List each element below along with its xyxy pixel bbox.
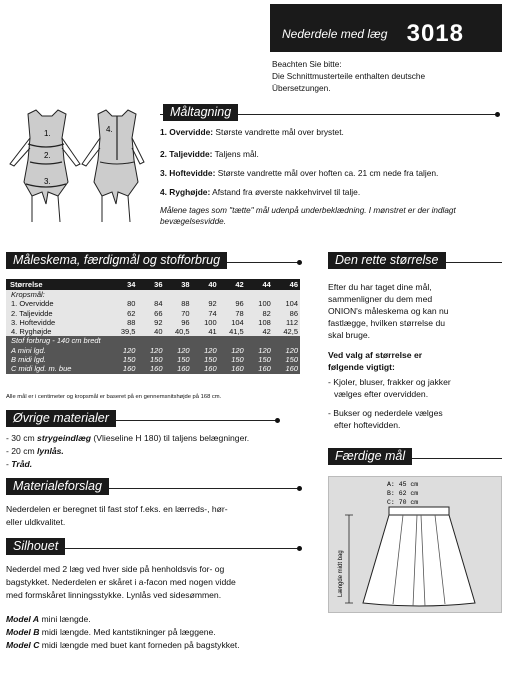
list-item: - 20 cm lynlås.	[6, 446, 64, 456]
figure-label-1: 1.	[44, 129, 51, 138]
finished-measure-c: C: 70 cm	[387, 499, 419, 506]
table-row: Kropsmål:	[6, 290, 300, 299]
pattern-title: Nederdele med læg	[282, 27, 388, 41]
list-item: Model B midi længde. Med kantstikninger på læggene.	[6, 627, 216, 637]
measure-note: Målene tages som "tætte" mål udenpå underbeklædning. I mønstret er der indlagt bevægelsesvidde.	[160, 206, 456, 226]
divider-dot	[297, 486, 302, 491]
table-row: 2. Taljevidde 62 66 70 74 78 82 86	[6, 309, 300, 318]
list-item: - Tråd.	[6, 459, 33, 469]
divider-dot	[297, 546, 302, 551]
table-row: A mini lgd. 120 120 120 120 120 120 120	[6, 346, 300, 355]
section-heading-materials: Øvrige materialer	[6, 410, 116, 427]
pattern-number: 3018	[406, 20, 464, 47]
table-row: 3. Hoftevidde 88 92 96 100 104 108 112	[6, 318, 300, 327]
table-row: 1. Overvidde 80 84 88 92 96 100 104	[6, 299, 300, 308]
section-heading-size-table: Måleskema, færdigmål og stofforbrug	[6, 252, 227, 269]
body-figure	[6, 104, 146, 236]
figure-label-3: 3.	[44, 177, 51, 186]
silhouette-text: Nederdel med 2 læg ved hver side på henholdsvis for- og bagstykket. Nederdelen er skåret i a-facon med nogen vidde med formskåret linningsstykke. Lynlås ved sidesømmen.	[6, 564, 236, 600]
divider-dot	[297, 260, 302, 265]
finished-measure-a: A: 45 cm	[387, 481, 419, 488]
section-heading-measure: Måltagning	[163, 104, 238, 121]
finished-measure-b: B: 62 cm	[387, 490, 419, 497]
right-size-paragraph: Efter du har taget dine mål, sammenligner du dem med ONION's måleskema og kan nu fastlægge, hvilken størrelse du skal bruge.	[328, 282, 449, 340]
section-heading-material-suggestion: Materialeforslag	[6, 478, 109, 495]
model-list	[6, 613, 306, 652]
table-header-row: Størrelse 34 36 38 40 42 44 46	[6, 279, 300, 290]
right-size-important: Ved valg af størrelse er følgende vigtigt:	[328, 350, 423, 372]
measure-item-4: 4. Ryghøjde: Afstand fra øverste nakkehvirvel til talje.	[160, 187, 361, 197]
figure-label-2: 2.	[44, 151, 51, 160]
list-item: - 30 cm strygeindlæg (Vlieseline H 180) til taljens belægninger.	[6, 433, 250, 443]
table-row: 4. Ryghøjde 39,5 40 40,5 41 41,5 42 42,5	[6, 327, 300, 336]
translation-note: Beachten Sie bitte: Die Schnittmusterteile enthalten deutsche Übersetzungen.	[272, 59, 426, 93]
pattern-header	[270, 4, 502, 52]
section-heading-finished: Færdige mål	[328, 448, 412, 465]
list-item: Model C midi længde med buet kant forneden på bagstykket.	[6, 640, 240, 650]
section-heading-silhouette: Silhouet	[6, 538, 65, 555]
material-suggestion-text: Nederdelen er beregnet til fast stof f.eks. en lærreds-, hør- eller uldkvalitet.	[6, 504, 228, 527]
table-footnote: Alle mål er i centimeter og kropsmål er baseret på en gennemsnitshøjde på 168 cm.	[6, 394, 222, 400]
divider-dot	[495, 112, 500, 117]
measure-item-1: 1. Overvidde: Største vandrette mål over brystet.	[160, 127, 344, 137]
section-heading-right-size: Den rette størrelse	[328, 252, 446, 269]
table-row: Stof forbrug - 140 cm bredt	[6, 336, 300, 345]
body-measure-illustration	[6, 104, 146, 236]
measure-item-3: 3. Hoftevidde: Største vandrette mål over hoften ca. 21 cm nede fra taljen.	[160, 168, 439, 178]
skirt-length-label: Længde midt bag	[338, 550, 344, 597]
right-size-bullet-1: - Kjoler, bluser, frakker og jakker vælges efter overvidden.	[328, 377, 451, 399]
measure-item-2: 2. Taljevidde: Taljens mål.	[160, 149, 259, 159]
list-item: Model A mini længde.	[6, 614, 91, 624]
divider-dot	[275, 418, 280, 423]
materials-list	[6, 432, 306, 471]
skirt-illustration	[329, 477, 501, 612]
finished-measurement-diagram	[328, 476, 502, 613]
right-size-bullet-2: - Bukser og nederdele vælges efter hoftevidden.	[328, 408, 443, 430]
size-table	[6, 279, 300, 374]
figure-label-4: 4.	[106, 125, 113, 134]
table-row: B midi lgd. 150 150 150 150 150 150 150	[6, 355, 300, 364]
table-row: C midi lgd. m. bue 160 160 160 160 160 160 160	[6, 364, 300, 373]
